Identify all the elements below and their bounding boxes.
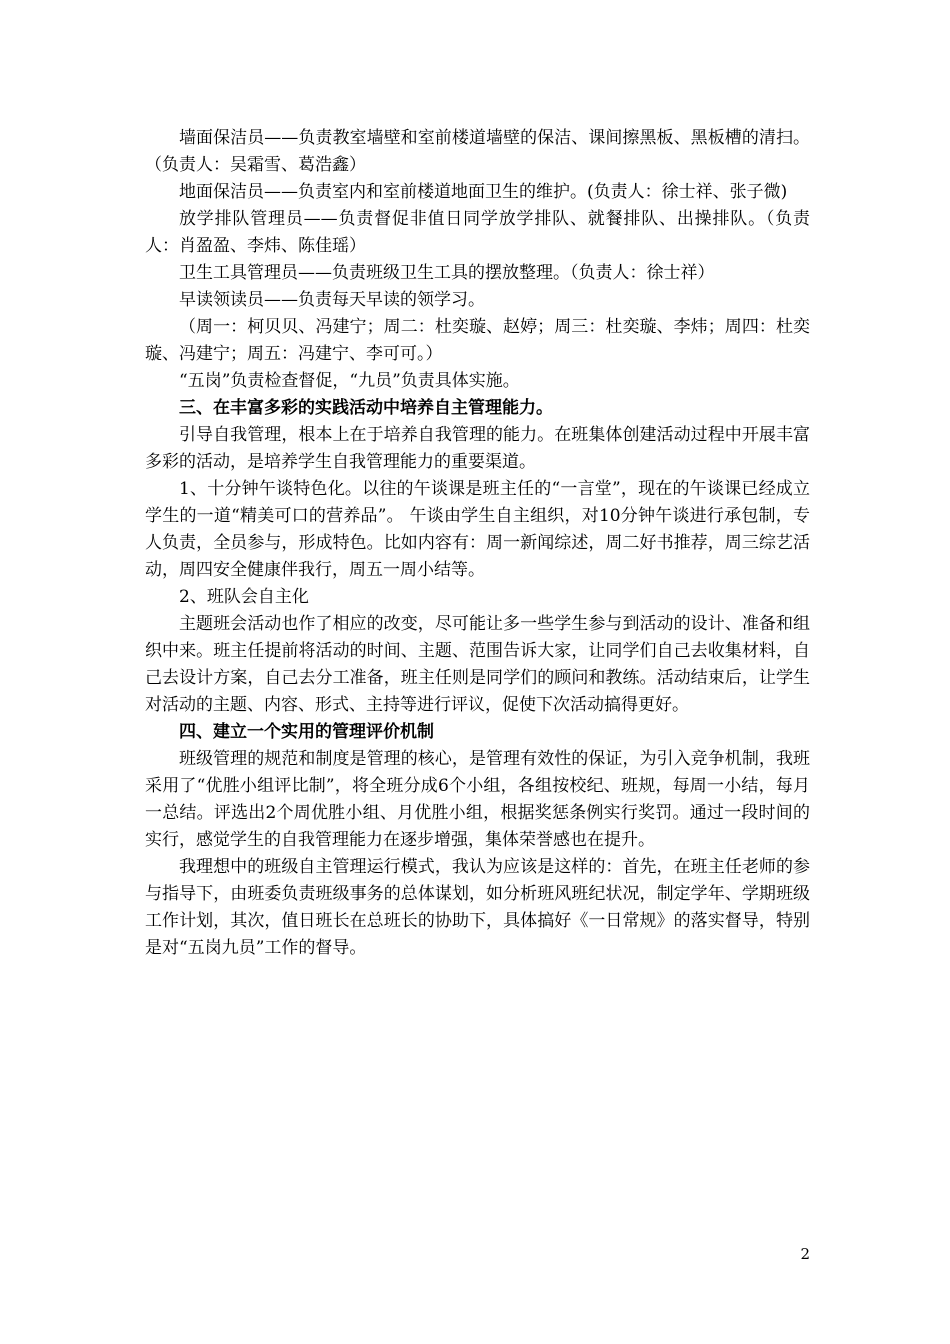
paragraph-class-meeting: 主题班会活动也作了相应的改变，尽可能让多一些学生参与到活动的设计、准备和组织中来。班主任提前将活动的时间、主题、范围告诉大家，让同学们自己去收集材料，自己去设计方案，自己去分工准备，班主任则是同学们的顾问和教练。活动结束后，让学生对活动的主题、内容、形式、主持等进行评议，促使下次活动搞得更好。 bbox=[145, 614, 810, 715]
paragraph-class-meeting-title: 2、班队会自主化 bbox=[179, 587, 309, 607]
paragraph-tool-manager: 卫生工具管理员——负责班级卫生工具的摆放整理。（负责人：徐士祥） bbox=[179, 263, 715, 283]
document-body bbox=[145, 125, 810, 962]
page-number: 2 bbox=[800, 1245, 810, 1263]
paragraph-floor-cleaner: 地面保洁员——负责室内和室前楼道地面卫生的维护。(负责人：徐士祥、张子微) bbox=[179, 182, 788, 202]
section-heading-four: 四、建立一个实用的管理评价机制 bbox=[179, 722, 434, 742]
paragraph-wall-cleaner: 墙面保洁员——负责教室墙壁和室前楼道墙壁的保洁、课间擦黑板、黑板槽的清扫。（负责人：吴霜雪、葛浩鑫） bbox=[145, 128, 810, 175]
section-heading-three: 三、在丰富多彩的实践活动中培养自主管理能力。 bbox=[179, 398, 553, 418]
paragraph-morning-reader: 早读领读员——负责每天早读的领学习。 bbox=[179, 290, 485, 310]
paragraph-evaluation: 班级管理的规范和制度是管理的核心，是管理有效性的保证，为引入竞争机制，我班采用了“优胜小组评比制”，将全班分成6个小组，各组按校纪、班规，每周一小结，每月一总结。评选出2个周优胜小组、月优胜小组，根据奖惩条例实行奖罚。通过一段时间的实行，感觉学生的自我管理能力在逐步增强，集体荣誉感也在提升。 bbox=[145, 749, 810, 850]
paragraph-self-management: 引导自我管理，根本上在于培养自我管理的能力。在班集体创建活动过程中开展丰富多彩的活动，是培养学生自我管理能力的重要渠道。 bbox=[145, 425, 810, 472]
paragraph-queue-manager: 放学排队管理员——负责督促非值日同学放学排队、就餐排队、出操排队。（负责人：肖盈盈、李炜、陈佳瑶） bbox=[145, 209, 810, 256]
paragraph-noon-talk: 1、十分钟午谈特色化。以往的午谈课是班主任的“一言堂”，现在的午谈课已经成立学生的一道“精美可口的营养品”。 午谈由学生自主组织，对10分钟午谈进行承包制，专人负责，全员参与，形成特色。比如内容有：周一新闻综述，周二好书推荐，周三综艺活动，周四安全健康伴我行，周五一周小结等。 bbox=[145, 479, 810, 580]
paragraph-weekly-schedule: （周一：柯贝贝、冯建宁；周二：杜奕璇、赵婷；周三：杜奕璇、李炜；周四：杜奕璇、冯建宁；周五：冯建宁、李可可。） bbox=[145, 317, 810, 364]
paragraph-five-posts: “五岗”负责检查督促，“九员”负责具体实施。 bbox=[179, 371, 520, 391]
paragraph-ideal-model: 我理想中的班级自主管理运行模式，我认为应该是这样的：首先，在班主任老师的参与指导下，由班委负责班级事务的总体谋划，如分析班风班纪状况，制定学年、学期班级工作计划，其次，值日班长在总班长的协助下，具体搞好《一日常规》的落实督导，特别是对“五岗九员”工作的督导。 bbox=[145, 857, 810, 958]
